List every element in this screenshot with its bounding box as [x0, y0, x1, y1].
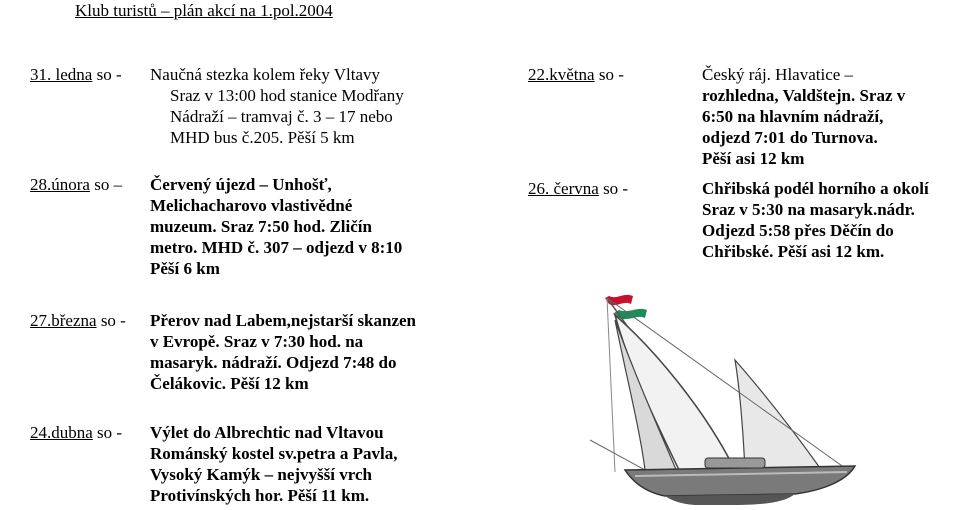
sailboat-clipart-icon [585, 290, 875, 510]
event-desc-5: Český ráj. Hlavatice – rozhledna, Valdštejn. Sraz v 6:50 na hlavním nádraží, odjezd 7:01 do Turnova. Pěší asi 12 km [702, 65, 906, 168]
event-desc-4: Výlet do Albrechtic nad Vltavou Románský kostel sv.petra a Pavla, Vysoký Kamýk – nejvyšší vrch Protivínských hor. Pěší 11 km. [150, 423, 398, 505]
event-desc-6: Chřibská podél horního a okolí Sraz v 5:30 na masaryk.nádr. Odjezd 5:58 přes Děčín do Chřibské. Pěší asi 12 km. [702, 179, 929, 261]
page-title: Klub turistů – plán akcí na 1.pol.2004 [75, 1, 333, 20]
event-desc-2: Červený újezd – Unhošť, Melichacharovo vlastivědné muzeum. Sraz 7:50 hod. Zličín metro. MHD č. 307 – odjezd v 8:10 Pěší 6 km [150, 175, 403, 278]
event-date-6: 26. června so - [528, 179, 629, 198]
event-desc-1: Naučná stezka kolem řeky Vltavy Sraz v 13:00 hod stanice Modřany Nádraží – tramvaj č. 3 – 17 nebo MHD bus č.205. Pěší 5 km [150, 65, 404, 147]
event-date-4: 24.dubna so - [30, 423, 123, 442]
event-date-1: 31. ledna so - [30, 65, 122, 84]
event-date-2: 28.února so – [30, 175, 123, 194]
event-desc-3: Přerov nad Labem,nejstarší skanzen v Evropě. Sraz v 7:30 hod. na masaryk. nádraží. Odjezd 7:48 do Čelákovic. Pěší 12 km [150, 311, 417, 393]
event-date-3: 27.března so - [30, 311, 126, 330]
event-date-5: 22.května so - [528, 65, 624, 84]
